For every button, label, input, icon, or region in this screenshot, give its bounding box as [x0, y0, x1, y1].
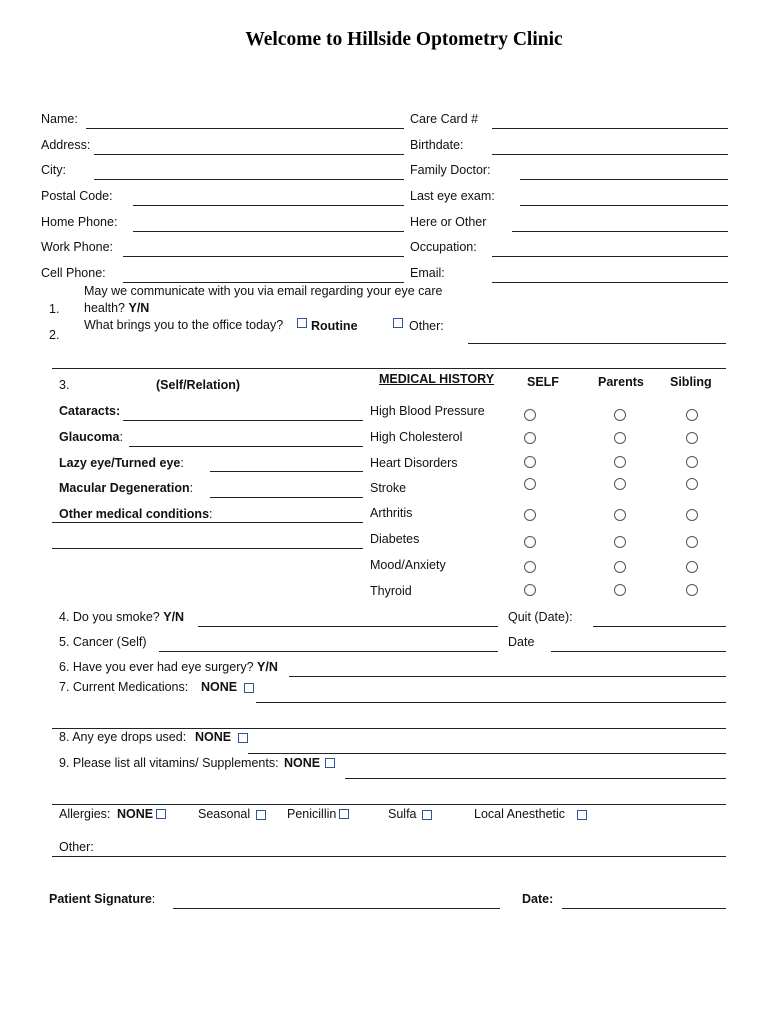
- cancer-date-label: Date: [508, 635, 535, 649]
- allergies-label: Allergies:: [59, 807, 111, 821]
- medications-field[interactable]: [256, 702, 726, 703]
- sulfa-checkbox[interactable]: [422, 810, 432, 820]
- macular-field[interactable]: [210, 497, 363, 498]
- other-conditions-label: Other medical conditions:: [59, 507, 213, 521]
- smoke-field[interactable]: [198, 626, 498, 627]
- q9-none-label: NONE: [284, 756, 321, 770]
- seasonal-checkbox[interactable]: [256, 810, 266, 820]
- radio-mood-self[interactable]: [524, 561, 536, 573]
- q5-text: 5. Cancer (Self): [59, 635, 147, 649]
- radio-thyroid-parents[interactable]: [614, 584, 626, 596]
- name-field[interactable]: [86, 128, 404, 129]
- name-label: Name:: [41, 112, 78, 126]
- allergies-none-label: NONE: [117, 807, 154, 821]
- col-self: SELF: [527, 375, 559, 389]
- city-field[interactable]: [94, 179, 404, 180]
- care-card-field[interactable]: [492, 128, 728, 129]
- eye-drops-none-checkbox[interactable]: [238, 733, 248, 743]
- q7-text: 7. Current Medications:: [59, 680, 189, 694]
- last-eye-exam-field[interactable]: [520, 205, 728, 206]
- glaucoma-field[interactable]: [129, 446, 363, 447]
- cataracts-field[interactable]: [123, 420, 363, 421]
- q9-text: 9. Please list all vitamins/ Supplements:: [59, 756, 279, 770]
- condition-mood-anxiety: Mood/Anxiety: [370, 558, 446, 572]
- home-phone-label: Home Phone:: [41, 215, 118, 229]
- cell-phone-label: Cell Phone:: [41, 266, 106, 280]
- radio-heart-sibling[interactable]: [686, 456, 698, 468]
- local-anesthetic-label: Local Anesthetic: [474, 807, 566, 821]
- routine-checkbox[interactable]: [297, 318, 307, 328]
- medical-history-heading: MEDICAL HISTORY: [379, 372, 495, 386]
- q2-number: 2.: [49, 328, 60, 342]
- radio-arthritis-self[interactable]: [524, 509, 536, 521]
- self-relation-label: (Self/Relation): [156, 378, 241, 392]
- other-reason-field[interactable]: [468, 343, 726, 344]
- work-phone-label: Work Phone:: [41, 240, 114, 254]
- email-field[interactable]: [492, 282, 728, 283]
- q6-yn[interactable]: Y/N: [257, 660, 278, 674]
- occupation-label: Occupation:: [410, 240, 477, 254]
- macular-label: Macular Degeneration:: [59, 481, 194, 495]
- penicillin-checkbox[interactable]: [339, 809, 349, 819]
- cataracts-label: Cataracts:: [59, 404, 121, 418]
- radio-hbp-parents[interactable]: [614, 409, 626, 421]
- allergies-other-field[interactable]: [52, 856, 726, 857]
- radio-chol-sibling[interactable]: [686, 432, 698, 444]
- work-phone-field[interactable]: [123, 256, 404, 257]
- birthdate-field[interactable]: [492, 154, 728, 155]
- col-sibling: Sibling: [670, 375, 712, 389]
- family-doctor-label: Family Doctor:: [410, 163, 491, 177]
- care-card-label: Care Card #: [410, 112, 479, 126]
- lazy-eye-field[interactable]: [210, 471, 363, 472]
- radio-chol-self[interactable]: [524, 432, 536, 444]
- q8-text: 8. Any eye drops used:: [59, 730, 187, 744]
- cancer-field[interactable]: [159, 651, 498, 652]
- quit-date-field[interactable]: [593, 626, 726, 627]
- section3-number: 3.: [59, 378, 70, 392]
- signature-date-label: Date:: [522, 892, 554, 906]
- radio-diabetes-sibling[interactable]: [686, 536, 698, 548]
- condition-thyroid: Thyroid: [370, 584, 412, 598]
- cancer-date-field[interactable]: [551, 651, 726, 652]
- radio-stroke-parents[interactable]: [614, 478, 626, 490]
- condition-arthritis: Arthritis: [370, 506, 413, 520]
- q6-text: 6. Have you ever had eye surgery? Y/N: [59, 660, 278, 674]
- vitamins-field-2[interactable]: [52, 804, 726, 805]
- radio-mood-sibling[interactable]: [686, 561, 698, 573]
- other-reason-label: Other:: [409, 319, 444, 333]
- q1-text-line1: May we communicate with you via email regarding your eye care: [84, 284, 443, 298]
- other-reason-checkbox[interactable]: [393, 318, 403, 328]
- q1-yn[interactable]: Y/N: [128, 301, 150, 315]
- q1-number: 1.: [49, 302, 60, 316]
- form-title: Welcome to Hillside Optometry Clinic: [245, 29, 563, 50]
- patient-signature-label: Patient Signature:: [49, 892, 156, 906]
- birthdate-label: Birthdate:: [410, 138, 464, 152]
- radio-arthritis-sibling[interactable]: [686, 509, 698, 521]
- q8-none-label: NONE: [195, 730, 232, 744]
- here-or-other-label: Here or Other: [410, 215, 487, 229]
- radio-diabetes-self[interactable]: [524, 536, 536, 548]
- occupation-field[interactable]: [492, 256, 728, 257]
- medications-field-2[interactable]: [52, 728, 726, 729]
- radio-hbp-self[interactable]: [524, 409, 536, 421]
- col-parents: Parents: [598, 375, 644, 389]
- radio-thyroid-sibling[interactable]: [686, 584, 698, 596]
- q2-text: What brings you to the office today?: [84, 318, 284, 332]
- here-or-other-field[interactable]: [512, 231, 728, 232]
- patient-signature-field[interactable]: [173, 908, 500, 909]
- home-phone-field[interactable]: [133, 231, 404, 232]
- condition-heart-disorders: Heart Disorders: [370, 456, 458, 470]
- penicillin-label: Penicillin: [287, 807, 337, 821]
- other-conditions-underline: [52, 522, 363, 523]
- condition-diabetes: Diabetes: [370, 532, 420, 546]
- local-anesthetic-checkbox[interactable]: [577, 810, 587, 820]
- eye-surgery-field[interactable]: [289, 676, 726, 677]
- quit-date-label: Quit (Date):: [508, 610, 573, 624]
- condition-high-cholesterol: High Cholesterol: [370, 430, 463, 444]
- postal-code-field[interactable]: [133, 205, 404, 206]
- postal-code-label: Postal Code:: [41, 189, 113, 203]
- cell-phone-field[interactable]: [123, 282, 404, 283]
- radio-thyroid-self[interactable]: [524, 584, 536, 596]
- address-field[interactable]: [94, 154, 404, 155]
- q7-none-label: NONE: [201, 680, 238, 694]
- condition-high-blood-pressure: High Blood Pressure: [370, 404, 485, 418]
- last-eye-exam-label: Last eye exam:: [410, 189, 495, 203]
- radio-stroke-sibling[interactable]: [686, 478, 698, 490]
- radio-arthritis-parents[interactable]: [614, 509, 626, 521]
- glaucoma-label: Glaucoma:: [59, 430, 123, 444]
- radio-heart-parents[interactable]: [614, 456, 626, 468]
- allergies-none-checkbox[interactable]: [156, 809, 166, 819]
- eye-drops-field[interactable]: [248, 753, 726, 754]
- lazy-eye-label: Lazy eye/Turned eye:: [59, 456, 184, 470]
- allergies-other-label: Other:: [59, 840, 94, 854]
- section-divider: [52, 368, 726, 369]
- family-doctor-field[interactable]: [520, 179, 728, 180]
- q4-yn[interactable]: Y/N: [163, 610, 185, 624]
- city-label: City:: [41, 163, 66, 177]
- address-label: Address:: [41, 138, 91, 152]
- radio-heart-self[interactable]: [524, 456, 536, 468]
- other-conditions-field[interactable]: [52, 548, 363, 549]
- radio-stroke-self[interactable]: [524, 478, 536, 490]
- routine-label: Routine: [311, 319, 358, 333]
- radio-hbp-sibling[interactable]: [686, 409, 698, 421]
- q4-text: 4. Do you smoke? Y/N: [59, 610, 185, 624]
- radio-diabetes-parents[interactable]: [614, 536, 626, 548]
- sulfa-label: Sulfa: [388, 807, 417, 821]
- vitamins-none-checkbox[interactable]: [325, 758, 335, 768]
- medications-none-checkbox[interactable]: [244, 683, 254, 693]
- radio-mood-parents[interactable]: [614, 561, 626, 573]
- signature-date-field[interactable]: [562, 908, 726, 909]
- condition-stroke: Stroke: [370, 481, 407, 495]
- vitamins-field[interactable]: [345, 778, 726, 779]
- email-label: Email:: [410, 266, 445, 280]
- radio-chol-parents[interactable]: [614, 432, 626, 444]
- q1-text-line2: health? Y/N: [84, 301, 150, 315]
- seasonal-label: Seasonal: [198, 807, 251, 821]
